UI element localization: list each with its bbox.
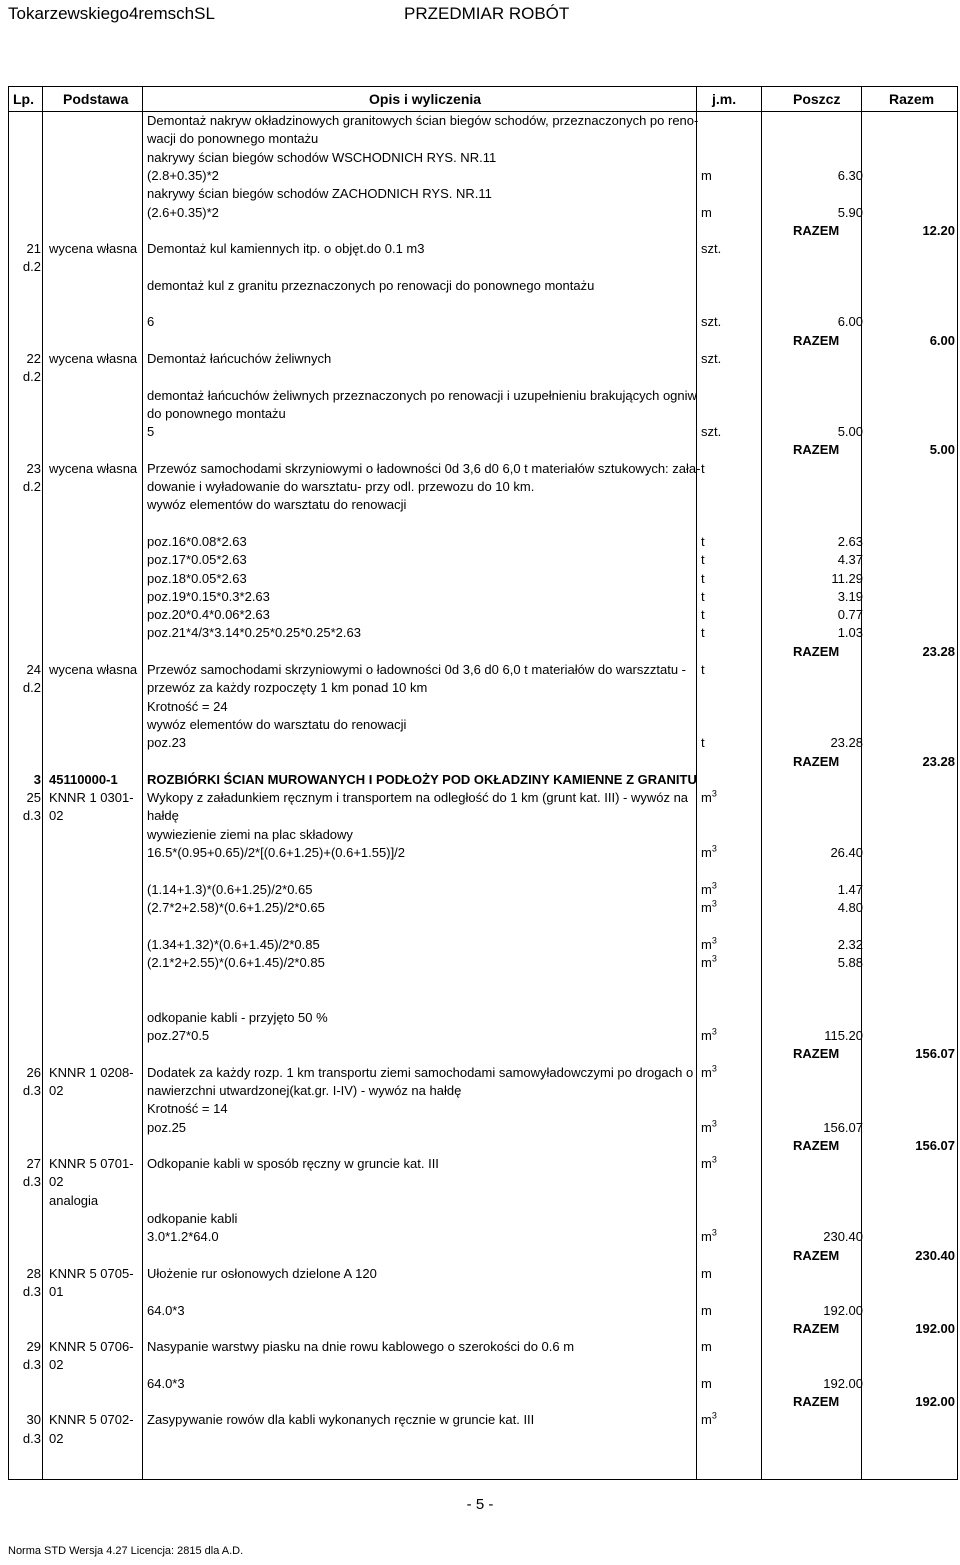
- unit: [701, 241, 721, 256]
- table-row: [9, 186, 957, 204]
- description: (1.34+1.32)*(0.6+1.45)/2*0.85: [147, 936, 320, 952]
- unit-exponent: 3: [711, 1026, 717, 1037]
- item-basis: wycena własna: [49, 241, 138, 257]
- unit: [701, 1229, 717, 1244]
- item-subnumber: d.3: [22, 1174, 41, 1190]
- unit-exponent: 3: [711, 898, 717, 909]
- item-number: 28: [26, 1265, 41, 1281]
- razem-label: RAZEM: [793, 1046, 840, 1062]
- quantity-value: 115.20: [824, 1028, 863, 1043]
- description: poz.20*0.4*0.06*2.63: [147, 607, 270, 623]
- table-row: [9, 863, 957, 881]
- quantity-value: 3.19: [837, 588, 863, 604]
- description: wacji do ponownego montażu: [147, 131, 319, 147]
- unit: [701, 882, 717, 897]
- item-basis-3: analogia: [49, 1192, 99, 1208]
- unit-exponent: 3: [711, 1227, 717, 1238]
- item-subnumber: d.3: [22, 808, 41, 824]
- table-header: [9, 87, 957, 112]
- unit-text: t: [701, 662, 705, 677]
- unit-text: t: [701, 625, 705, 641]
- table-row: [9, 424, 957, 442]
- table-row: [9, 589, 957, 607]
- total-row: [9, 644, 957, 662]
- description: wywóz elementów do warsztatu do renowacji: [147, 716, 407, 732]
- item-basis: wycena własna: [49, 662, 138, 677]
- description: odkopanie kabli: [147, 1211, 238, 1226]
- table-row: [9, 845, 957, 863]
- item-basis-2: 02: [49, 1430, 64, 1446]
- quantity-value: 156.07: [823, 1119, 863, 1135]
- table-row: [9, 516, 957, 534]
- razem-value: 156.07: [915, 1046, 955, 1062]
- unit-exponent: 3: [711, 1410, 717, 1421]
- table-row: [9, 973, 957, 991]
- unit-text: szt.: [701, 314, 722, 330]
- unit-text: m: [701, 1375, 712, 1391]
- description: 16.5*(0.95+0.65)/2*[(0.6+1.25)+(0.6+1.55)]/2: [147, 845, 406, 860]
- description: Nasypanie warstwy piasku na dnie rowu kablowego o szerokości do 0.6 m: [147, 1339, 575, 1355]
- unit-text: m: [701, 954, 712, 970]
- unit: [701, 735, 705, 750]
- description: 3.0*1.2*64.0: [147, 1229, 219, 1245]
- razem-label: RAZEM: [793, 222, 840, 238]
- item-subnumber: d.3: [22, 1082, 41, 1098]
- table-row: [9, 369, 957, 387]
- description: (2.6+0.35)*2: [147, 204, 219, 220]
- description: (2.7*2+2.58)*(0.6+1.25)/2*0.65: [147, 899, 325, 915]
- total-row: [9, 333, 957, 351]
- razem-label: RAZEM: [793, 1137, 840, 1153]
- item-basis-2: 02: [49, 808, 64, 824]
- item-number: 22: [26, 350, 41, 366]
- col-header-razem: Razem: [889, 91, 935, 107]
- description: poz.18*0.05*2.63: [147, 570, 247, 586]
- item-basis: KNNR 1 0208-: [49, 1064, 134, 1080]
- description: dowanie i wyładowanie do warsztatu- przy odl. przewozu do 10 km.: [147, 479, 535, 494]
- quantity-value: 4.37: [837, 552, 863, 568]
- table-row: [9, 808, 957, 826]
- unit: [701, 607, 705, 622]
- table-row: [9, 296, 957, 314]
- item-number: 23: [26, 460, 41, 476]
- table-row: [9, 150, 957, 168]
- description: demontaż kul z granitu przeznaczonych po renowacji do ponownego montażu: [147, 277, 595, 293]
- item-row: [9, 1339, 957, 1373]
- unit: [701, 845, 717, 860]
- table-row: [9, 259, 957, 277]
- description: poz.25: [147, 1119, 187, 1135]
- col-header-jm: j.m.: [712, 91, 737, 107]
- page-number: - 5 -: [466, 1496, 494, 1513]
- unit-exponent: 3: [711, 953, 717, 964]
- unit: [701, 461, 705, 476]
- description: Zasypywanie rowów dla kabli wykonanych ręcznie w gruncie kat. III: [147, 1412, 535, 1428]
- item-number: 27: [26, 1156, 41, 1172]
- table-row: [9, 1211, 957, 1229]
- unit-text: szt.: [701, 424, 722, 440]
- description: (2.8+0.35)*2: [147, 167, 219, 183]
- razem-value: 230.40: [915, 1247, 955, 1263]
- unit: [701, 1339, 712, 1354]
- description: Ułożenie rur osłonowych dzielone A 120: [147, 1265, 377, 1281]
- item-number: 21: [26, 241, 41, 257]
- item-number: 3: [33, 771, 41, 787]
- table-row: [9, 1010, 957, 1028]
- item-subnumber: d.3: [22, 1430, 41, 1446]
- table-row: [9, 680, 957, 698]
- unit: [701, 351, 721, 366]
- description: poz.16*0.08*2.63: [147, 533, 247, 549]
- description: wywiezienie ziemi na plac składowy: [147, 826, 353, 842]
- razem-value: 6.00: [929, 332, 955, 348]
- item-row: [9, 241, 957, 275]
- unit-text: m: [701, 1156, 712, 1172]
- table-row: [9, 388, 957, 406]
- item-subnumber: d.3: [22, 1284, 41, 1300]
- table-row: [9, 479, 957, 497]
- razem-value: 5.00: [929, 442, 955, 458]
- description: przewóz za każdy rozpoczęty 1 km ponad 10 km: [147, 680, 428, 696]
- total-row: [9, 1138, 957, 1156]
- table-row: [9, 717, 957, 735]
- table-row: [9, 625, 957, 643]
- quantity-value: 23.28: [830, 735, 863, 751]
- unit-text: t: [701, 552, 705, 568]
- item-number: 24: [26, 662, 41, 677]
- item-subnumber: d.2: [22, 369, 41, 385]
- description: 64.0*3: [147, 1302, 185, 1318]
- item-basis: KNNR 5 0702-: [49, 1412, 134, 1428]
- quantity-value: 192.00: [823, 1302, 863, 1318]
- description: do ponownego montażu: [147, 405, 286, 421]
- description: poz.17*0.05*2.63: [147, 552, 247, 568]
- quantity-value: 5.90: [837, 204, 863, 220]
- item-row: [9, 1265, 957, 1300]
- unit-text: m: [701, 1265, 712, 1281]
- unit: [701, 1266, 712, 1281]
- table-row: [9, 1028, 957, 1046]
- item-subnumber: d.2: [22, 680, 41, 696]
- unit-text: m: [701, 936, 712, 952]
- table-row: [9, 1376, 957, 1394]
- unit-text: m: [701, 1302, 712, 1318]
- description: Przewóz samochodami skrzyniowymi o ładowności 0d 3,6 d0 6,0 t materiałów do warszztatu -: [147, 662, 687, 677]
- unit-text: m: [701, 167, 712, 183]
- unit: [701, 625, 705, 640]
- description: (2.1*2+2.55)*(0.6+1.45)/2*0.85: [147, 954, 325, 970]
- item-basis: KNNR 5 0701-: [49, 1156, 134, 1172]
- item-subnumber: d.2: [22, 478, 41, 494]
- description: Krotność = 14: [147, 1101, 228, 1117]
- unit-text: t: [701, 533, 705, 549]
- table-row: [9, 1357, 957, 1375]
- quantity-value: 6.30: [837, 167, 863, 183]
- unit: [701, 790, 717, 805]
- table-row: [9, 900, 957, 918]
- table-row: [9, 1284, 957, 1302]
- table-row: [9, 1193, 957, 1211]
- quantity-value: 26.40: [830, 845, 863, 860]
- unit-text: t: [701, 735, 705, 751]
- table-row: [9, 1120, 957, 1138]
- unit-exponent: 3: [711, 880, 717, 891]
- description: Demontaż kul kamiennych itp. o objęt.do 0.1 m3: [147, 241, 425, 257]
- description: poz.21*4/3*3.14*0.25*0.25*0.25*2.63: [147, 625, 361, 641]
- razem-label: RAZEM: [793, 442, 840, 458]
- description: nawierzchni utwardzonej(kat.gr. I-IV) - wywóz na hałdę: [147, 1082, 462, 1098]
- header-left: Tokarzewskiego4remschSL: [8, 4, 215, 23]
- unit: [701, 955, 717, 970]
- unit-text: szt.: [701, 241, 722, 257]
- quantity-value: 192.00: [823, 1375, 863, 1391]
- quantity-value: 2.32: [837, 936, 863, 952]
- unit: [701, 205, 712, 220]
- item-row: [9, 350, 957, 385]
- unit-text: m: [701, 845, 712, 860]
- description: nakrywy ścian biegów schodów ZACHODNICH RYS. NR.11: [147, 186, 492, 202]
- quantity-value: 1.03: [837, 625, 863, 641]
- item-number: 29: [26, 1339, 41, 1355]
- table-row: [9, 1083, 957, 1101]
- quantity-value: 6.00: [837, 314, 863, 330]
- table-row: [9, 571, 957, 589]
- table-row: [9, 1303, 957, 1321]
- header-title: PRZEDMIAR ROBÓT: [404, 4, 570, 23]
- unit: [701, 534, 705, 549]
- estimate-table: [8, 86, 958, 1480]
- item-basis: wycena własna: [49, 460, 138, 476]
- description: Dodatek za każdy rozp. 1 km transportu ziemi samochodami samowyładowczymi po drogach o: [147, 1064, 694, 1080]
- table-row: [9, 735, 957, 753]
- razem-value: 192.00: [915, 1394, 955, 1409]
- total-row: [9, 223, 957, 241]
- description: Krotność = 24: [147, 698, 228, 714]
- table-row: [9, 534, 957, 552]
- unit: [701, 314, 721, 329]
- item-basis: KNNR 1 0301-: [49, 790, 134, 806]
- total-row: [9, 1046, 957, 1064]
- unit-text: t: [701, 588, 705, 604]
- razem-value: 12.20: [922, 222, 955, 238]
- razem-label: RAZEM: [793, 643, 840, 659]
- table-row: [9, 497, 957, 515]
- table-row: [9, 552, 957, 570]
- item-basis-2: 01: [49, 1284, 64, 1300]
- table-row: [9, 918, 957, 936]
- col-header-poszcz: Poszcz: [793, 91, 841, 107]
- license-note: Norma STD Wersja 4.27 Licencja: 2815 dla A.D.: [8, 1545, 244, 1557]
- quantity-value: 4.80: [837, 899, 863, 915]
- table-row: [9, 937, 957, 955]
- unit: [701, 1065, 717, 1080]
- unit-text: t: [701, 607, 705, 623]
- table-row: [9, 314, 957, 332]
- unit-exponent: 3: [711, 1063, 717, 1074]
- razem-label: RAZEM: [793, 332, 840, 348]
- item-basis-2: 02: [49, 1082, 64, 1098]
- description: wywóz elementów do warsztatu do renowacji: [147, 497, 407, 513]
- unit-exponent: 3: [711, 935, 717, 946]
- quantity-value: 5.88: [837, 954, 863, 970]
- razem-label: RAZEM: [793, 1247, 840, 1263]
- razem-value: 23.28: [922, 753, 955, 769]
- table-row: [9, 205, 957, 223]
- unit-text: m: [701, 1064, 712, 1080]
- item-basis-2: 02: [49, 1357, 64, 1373]
- table-row: [9, 168, 957, 186]
- unit: [701, 1120, 717, 1135]
- description: odkopanie kabli - przyjęto 50 %: [147, 1009, 328, 1025]
- table-row: [9, 278, 957, 296]
- description: nakrywy ścian biegów schodów WSCHODNICH RYS. NR.11: [147, 149, 497, 165]
- total-row: [9, 1321, 957, 1339]
- razem-label: RAZEM: [793, 1320, 840, 1336]
- unit: [701, 1156, 717, 1171]
- unit-text: m: [701, 1028, 712, 1043]
- unit: [701, 900, 717, 915]
- unit-exponent: 3: [711, 843, 717, 854]
- unit: [701, 1028, 717, 1043]
- table-row: [9, 406, 957, 424]
- unit-text: m: [701, 1412, 712, 1428]
- item-basis: wycena własna: [49, 350, 138, 366]
- unit-text: szt.: [701, 350, 722, 366]
- item-row: [9, 1154, 957, 1208]
- description: poz.19*0.15*0.3*2.63: [147, 588, 270, 604]
- quantity-value: 11.29: [831, 570, 863, 586]
- description: Demontaż łańcuchów żeliwnych: [147, 350, 332, 366]
- description: Demontaż nakryw okładzinowych granitowych ścian biegów schodów, przeznaczonych po reno-: [147, 113, 699, 128]
- col-header-podstawa: Podstawa: [63, 91, 129, 107]
- unit: [701, 662, 705, 677]
- description: demontaż łańcuchów żeliwnych przeznaczonych po renowacji i uzupełnieniu brakujących ogniw: [147, 387, 697, 403]
- description: poz.23: [147, 735, 187, 751]
- unit-text: m: [701, 1339, 712, 1355]
- quantity-value: 5.00: [837, 424, 863, 440]
- razem-label: RAZEM: [793, 753, 840, 769]
- unit-text: t: [701, 570, 705, 586]
- unit-exponent: 3: [711, 788, 717, 799]
- description: 6: [147, 314, 155, 330]
- item-number: 25: [26, 790, 41, 806]
- table-row: [9, 991, 957, 1009]
- table-row: [9, 131, 957, 149]
- description: (1.14+1.3)*(0.6+1.25)/2*0.65: [147, 881, 313, 897]
- table-row: [9, 955, 957, 973]
- quantity-value: 1.47: [837, 881, 863, 897]
- unit-text: m: [701, 204, 712, 220]
- item-row: [9, 1410, 957, 1446]
- unit-text: m: [701, 790, 712, 806]
- unit: [701, 1376, 712, 1391]
- table-row: [9, 1229, 957, 1247]
- razem-label: RAZEM: [793, 1394, 840, 1409]
- quantity-value: 2.63: [837, 533, 863, 549]
- table-row: [9, 113, 957, 131]
- item-basis: 45110000-1: [49, 771, 118, 787]
- unit-text: m: [701, 1119, 712, 1135]
- unit: [701, 589, 705, 604]
- table-row: [9, 882, 957, 900]
- description: 5: [147, 424, 155, 440]
- item-basis-2: 02: [49, 1174, 64, 1190]
- description: Odkopanie kabli w sposób ręczny w gruncie kat. III: [147, 1156, 439, 1172]
- table-row: [9, 1101, 957, 1119]
- description: poz.27*0.5: [147, 1028, 210, 1043]
- unit: [701, 424, 721, 439]
- unit: [701, 1412, 717, 1427]
- unit: [701, 571, 705, 586]
- description: Wykopy z załadunkiem ręcznym i transportem na odległość do 1 km (grunt kat. III) - wywóz na: [147, 790, 689, 806]
- table-row: [9, 699, 957, 717]
- item-basis: KNNR 5 0706-: [49, 1339, 134, 1355]
- item-subnumber: d.2: [22, 259, 41, 275]
- razem-value: 23.28: [922, 643, 955, 659]
- unit: [701, 1303, 712, 1318]
- item-number: 26: [26, 1064, 41, 1080]
- razem-value: 156.07: [915, 1137, 955, 1153]
- total-row: [9, 1248, 957, 1266]
- unit-text: m: [701, 881, 712, 897]
- total-row: [9, 754, 957, 772]
- unit-text: m: [701, 1229, 712, 1245]
- description: 64.0*3: [147, 1375, 185, 1391]
- razem-value: 192.00: [915, 1320, 955, 1336]
- total-row: [9, 442, 957, 460]
- unit: [701, 937, 717, 952]
- quantity-value: 0.77: [837, 607, 863, 623]
- unit-exponent: 3: [711, 1118, 717, 1129]
- table-row: [9, 1174, 957, 1192]
- description: Przewóz samochodami skrzyniowymi o ładowności 0d 3,6 d0 6,0 t materiałów sztukowych: zała-: [147, 460, 701, 476]
- unit-exponent: 3: [711, 1154, 717, 1165]
- unit: [701, 552, 705, 567]
- item-number: 30: [26, 1412, 41, 1428]
- quantity-value: 230.40: [823, 1229, 863, 1245]
- col-header-opis: Opis i wyliczenia: [369, 91, 482, 107]
- total-row: [9, 1394, 957, 1412]
- description: hałdę: [147, 808, 179, 824]
- section-title: ROZBIÓRKI ŚCIAN MUROWANYCH I PODŁOŻY POD OKŁADZINY KAMIENNE Z GRANITU: [147, 771, 697, 787]
- unit-text: t: [701, 460, 705, 476]
- col-header-lp: Lp.: [13, 91, 34, 107]
- unit: [701, 168, 712, 183]
- table-row: [9, 827, 957, 845]
- unit-text: m: [701, 899, 712, 915]
- table-row: [9, 607, 957, 625]
- item-subnumber: d.3: [22, 1357, 41, 1373]
- item-basis: KNNR 5 0705-: [49, 1265, 134, 1281]
- section-row: [9, 772, 957, 790]
